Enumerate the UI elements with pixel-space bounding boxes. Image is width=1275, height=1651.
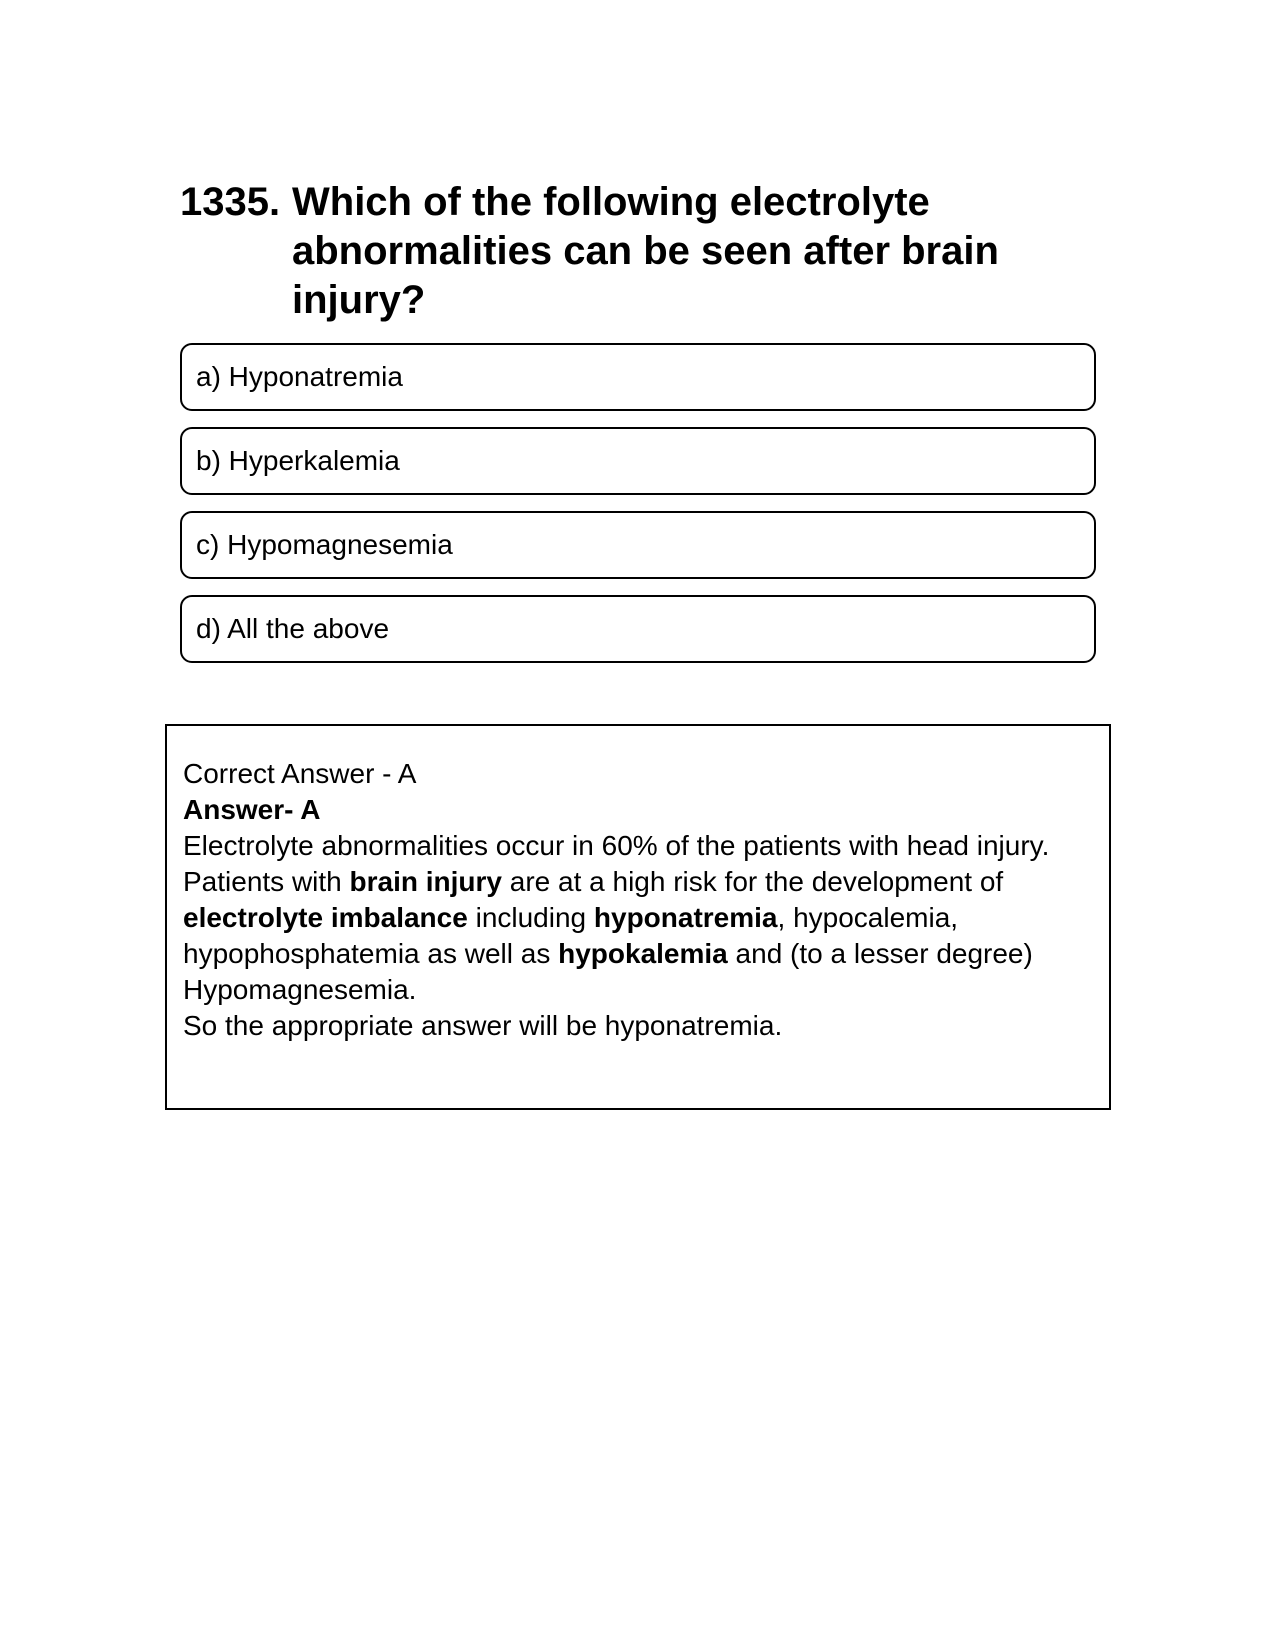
question-text: Which of the following electrolyte abnormalities can be seen after brain injury?: [292, 180, 999, 322]
question-number: 1335.: [180, 180, 281, 224]
p2-text-1: Patients with: [183, 866, 350, 897]
p2-bold-electrolyte-imbalance: electrolyte imbalance: [183, 902, 468, 933]
option-c[interactable]: [180, 511, 1096, 579]
p2-text-5: and (to a lesser degree) Hypomagnesemia.: [183, 938, 1033, 1005]
answer-explanation-box: [165, 724, 1111, 1110]
options-list: [180, 343, 1096, 679]
correct-answer-line: Correct Answer - A: [183, 758, 417, 789]
option-a[interactable]: [180, 343, 1096, 411]
p2-bold-brain-injury: brain injury: [349, 866, 502, 897]
option-b[interactable]: [180, 427, 1096, 495]
option-d[interactable]: [180, 595, 1096, 663]
p2-text-4: , hypocalemia, hypophosphatemia as well as: [183, 902, 959, 969]
explanation-paragraph-2: [183, 864, 1094, 1008]
p2-text-3: including: [467, 902, 594, 933]
option-a-label: a) Hyponatremia: [196, 361, 403, 392]
question-heading: [180, 178, 1060, 325]
p2-text-2: are at a high risk for the development of: [502, 866, 1004, 897]
explanation-line-1: Electrolyte abnormalities occur in 60% of the patients with head injury.: [183, 830, 1050, 861]
p2-bold-hyponatremia: hyponatremia: [593, 902, 778, 933]
option-b-label: b) Hyperkalemia: [196, 445, 400, 476]
answer-heading: Answer- A: [183, 794, 321, 825]
p2-bold-hypokalemia: hypokalemia: [558, 938, 728, 969]
explanation-conclusion: So the appropriate answer will be hyponatremia.: [183, 1010, 783, 1041]
option-d-label: d) All the above: [196, 613, 390, 644]
option-c-label: c) Hypomagnesemia: [196, 529, 453, 560]
